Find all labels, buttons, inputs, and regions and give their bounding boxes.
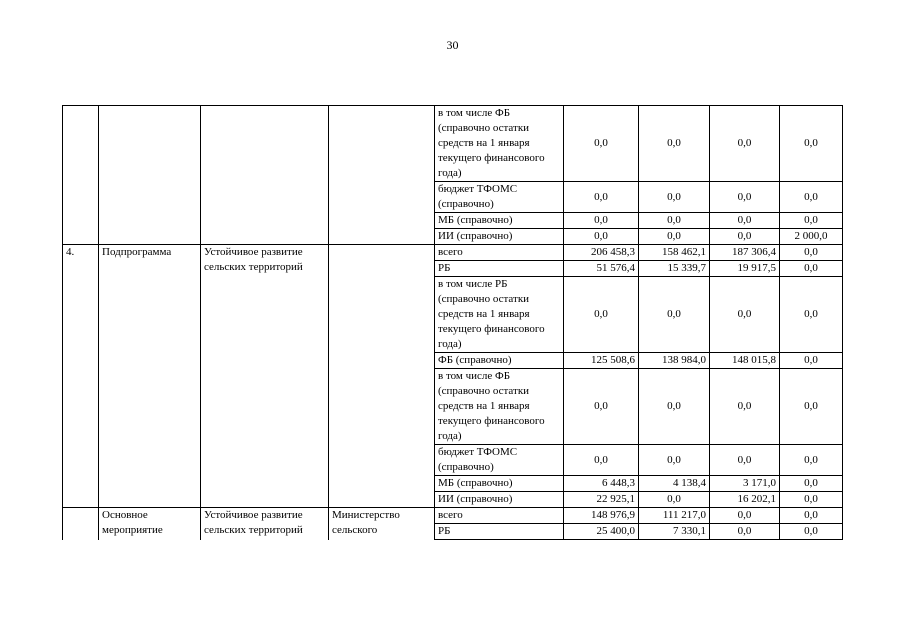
cell-source: ИИ (справочно)	[435, 229, 564, 245]
cell-value: 0,0	[564, 369, 639, 445]
cell-value: 0,0	[639, 369, 710, 445]
section-executor	[329, 245, 435, 508]
cell-value: 0,0	[639, 106, 710, 182]
cell-value: 0,0	[780, 261, 843, 277]
cell-executor	[329, 106, 435, 182]
cell-source: всего	[435, 508, 564, 524]
cell-value: 0,0	[710, 277, 780, 353]
cell-value: 0,0	[710, 445, 780, 476]
cell-value: 0,0	[780, 106, 843, 182]
cell-value: 0,0	[780, 245, 843, 261]
cell-source: МБ (справочно)	[435, 213, 564, 229]
cell-value: 19 917,5	[710, 261, 780, 277]
cell-value: 0,0	[780, 508, 843, 524]
event-number	[63, 508, 99, 540]
table-row	[63, 245, 843, 261]
cell-value: 111 217,0	[639, 508, 710, 524]
cell-value: 0,0	[564, 445, 639, 476]
cell-value: 16 202,1	[710, 492, 780, 508]
cell-value: 125 508,6	[564, 353, 639, 369]
cell-name	[201, 106, 329, 182]
cell-value: 0,0	[710, 229, 780, 245]
cell-num	[63, 106, 99, 182]
cell-value: 0,0	[780, 277, 843, 353]
cell-value: 0,0	[780, 445, 843, 476]
cell-value: 138 984,0	[639, 353, 710, 369]
cell-source: ФБ (справочно)	[435, 353, 564, 369]
cell-value: 0,0	[710, 182, 780, 213]
cell-value: 0,0	[780, 213, 843, 229]
event-name: Устойчивое развитие сельских территорий	[201, 508, 329, 540]
cell-value: 0,0	[710, 106, 780, 182]
cell-value: 0,0	[780, 524, 843, 540]
table-row	[63, 213, 843, 229]
cell-value: 0,0	[639, 213, 710, 229]
table-row	[63, 182, 843, 213]
page-number: 30	[446, 38, 459, 52]
cell-value: 0,0	[639, 182, 710, 213]
cell-source: в том числе ФБ (справочно остатки средств на 1 января текущего финансового года)	[435, 369, 564, 445]
cell-value: 7 330,1	[639, 524, 710, 540]
section-name: Устойчивое развитие сельских территорий	[201, 245, 329, 508]
cell-value: 51 576,4	[564, 261, 639, 277]
cell-source: всего	[435, 245, 564, 261]
cell-value: 0,0	[780, 353, 843, 369]
table-row	[63, 106, 843, 182]
cell-source: в том числе ФБ (справочно остатки средств на 1 января текущего финансового года)	[435, 106, 564, 182]
cell-source: бюджет ТФОМС (справочно)	[435, 445, 564, 476]
cell-source: бюджет ТФОМС (справочно)	[435, 182, 564, 213]
cell-value: 15 339,7	[639, 261, 710, 277]
table-row	[63, 229, 843, 245]
cell-value: 148 015,8	[710, 353, 780, 369]
cell-value: 0,0	[710, 369, 780, 445]
cell-kind	[99, 106, 201, 182]
cell-value: 0,0	[639, 492, 710, 508]
section-kind: Подпрограмма	[99, 245, 201, 508]
cell-value: 0,0	[639, 277, 710, 353]
cell-value: 0,0	[780, 476, 843, 492]
cell-source: в том числе РБ (справочно остатки средств на 1 января текущего финансового года)	[435, 277, 564, 353]
cell-value: 2 000,0	[780, 229, 843, 245]
event-kind: Основное мероприятие	[99, 508, 201, 540]
cell-value: 6 448,3	[564, 476, 639, 492]
table-row	[63, 508, 843, 524]
cell-source: РБ	[435, 524, 564, 540]
cell-value: 0,0	[564, 106, 639, 182]
cell-value: 0,0	[710, 524, 780, 540]
cell-value: 148 976,9	[564, 508, 639, 524]
cell-value: 158 462,1	[639, 245, 710, 261]
cell-value: 3 171,0	[710, 476, 780, 492]
budget-table	[62, 105, 843, 540]
cell-value: 22 925,1	[564, 492, 639, 508]
cell-value: 0,0	[564, 277, 639, 353]
cell-value: 25 400,0	[564, 524, 639, 540]
cell-source: РБ	[435, 261, 564, 277]
event-executor: Министерство сельского	[329, 508, 435, 540]
cell-value: 0,0	[780, 492, 843, 508]
cell-value: 0,0	[564, 229, 639, 245]
cell-source: МБ (справочно)	[435, 476, 564, 492]
cell-value: 0,0	[710, 213, 780, 229]
cell-value: 206 458,3	[564, 245, 639, 261]
cell-value: 0,0	[710, 508, 780, 524]
cell-value: 0,0	[780, 182, 843, 213]
cell-value: 0,0	[564, 213, 639, 229]
cell-value: 0,0	[564, 182, 639, 213]
section-number: 4.	[63, 245, 99, 508]
cell-value: 0,0	[639, 229, 710, 245]
cell-source: ИИ (справочно)	[435, 492, 564, 508]
cell-value: 4 138,4	[639, 476, 710, 492]
cell-value: 187 306,4	[710, 245, 780, 261]
cell-value: 0,0	[639, 445, 710, 476]
cell-value: 0,0	[780, 369, 843, 445]
